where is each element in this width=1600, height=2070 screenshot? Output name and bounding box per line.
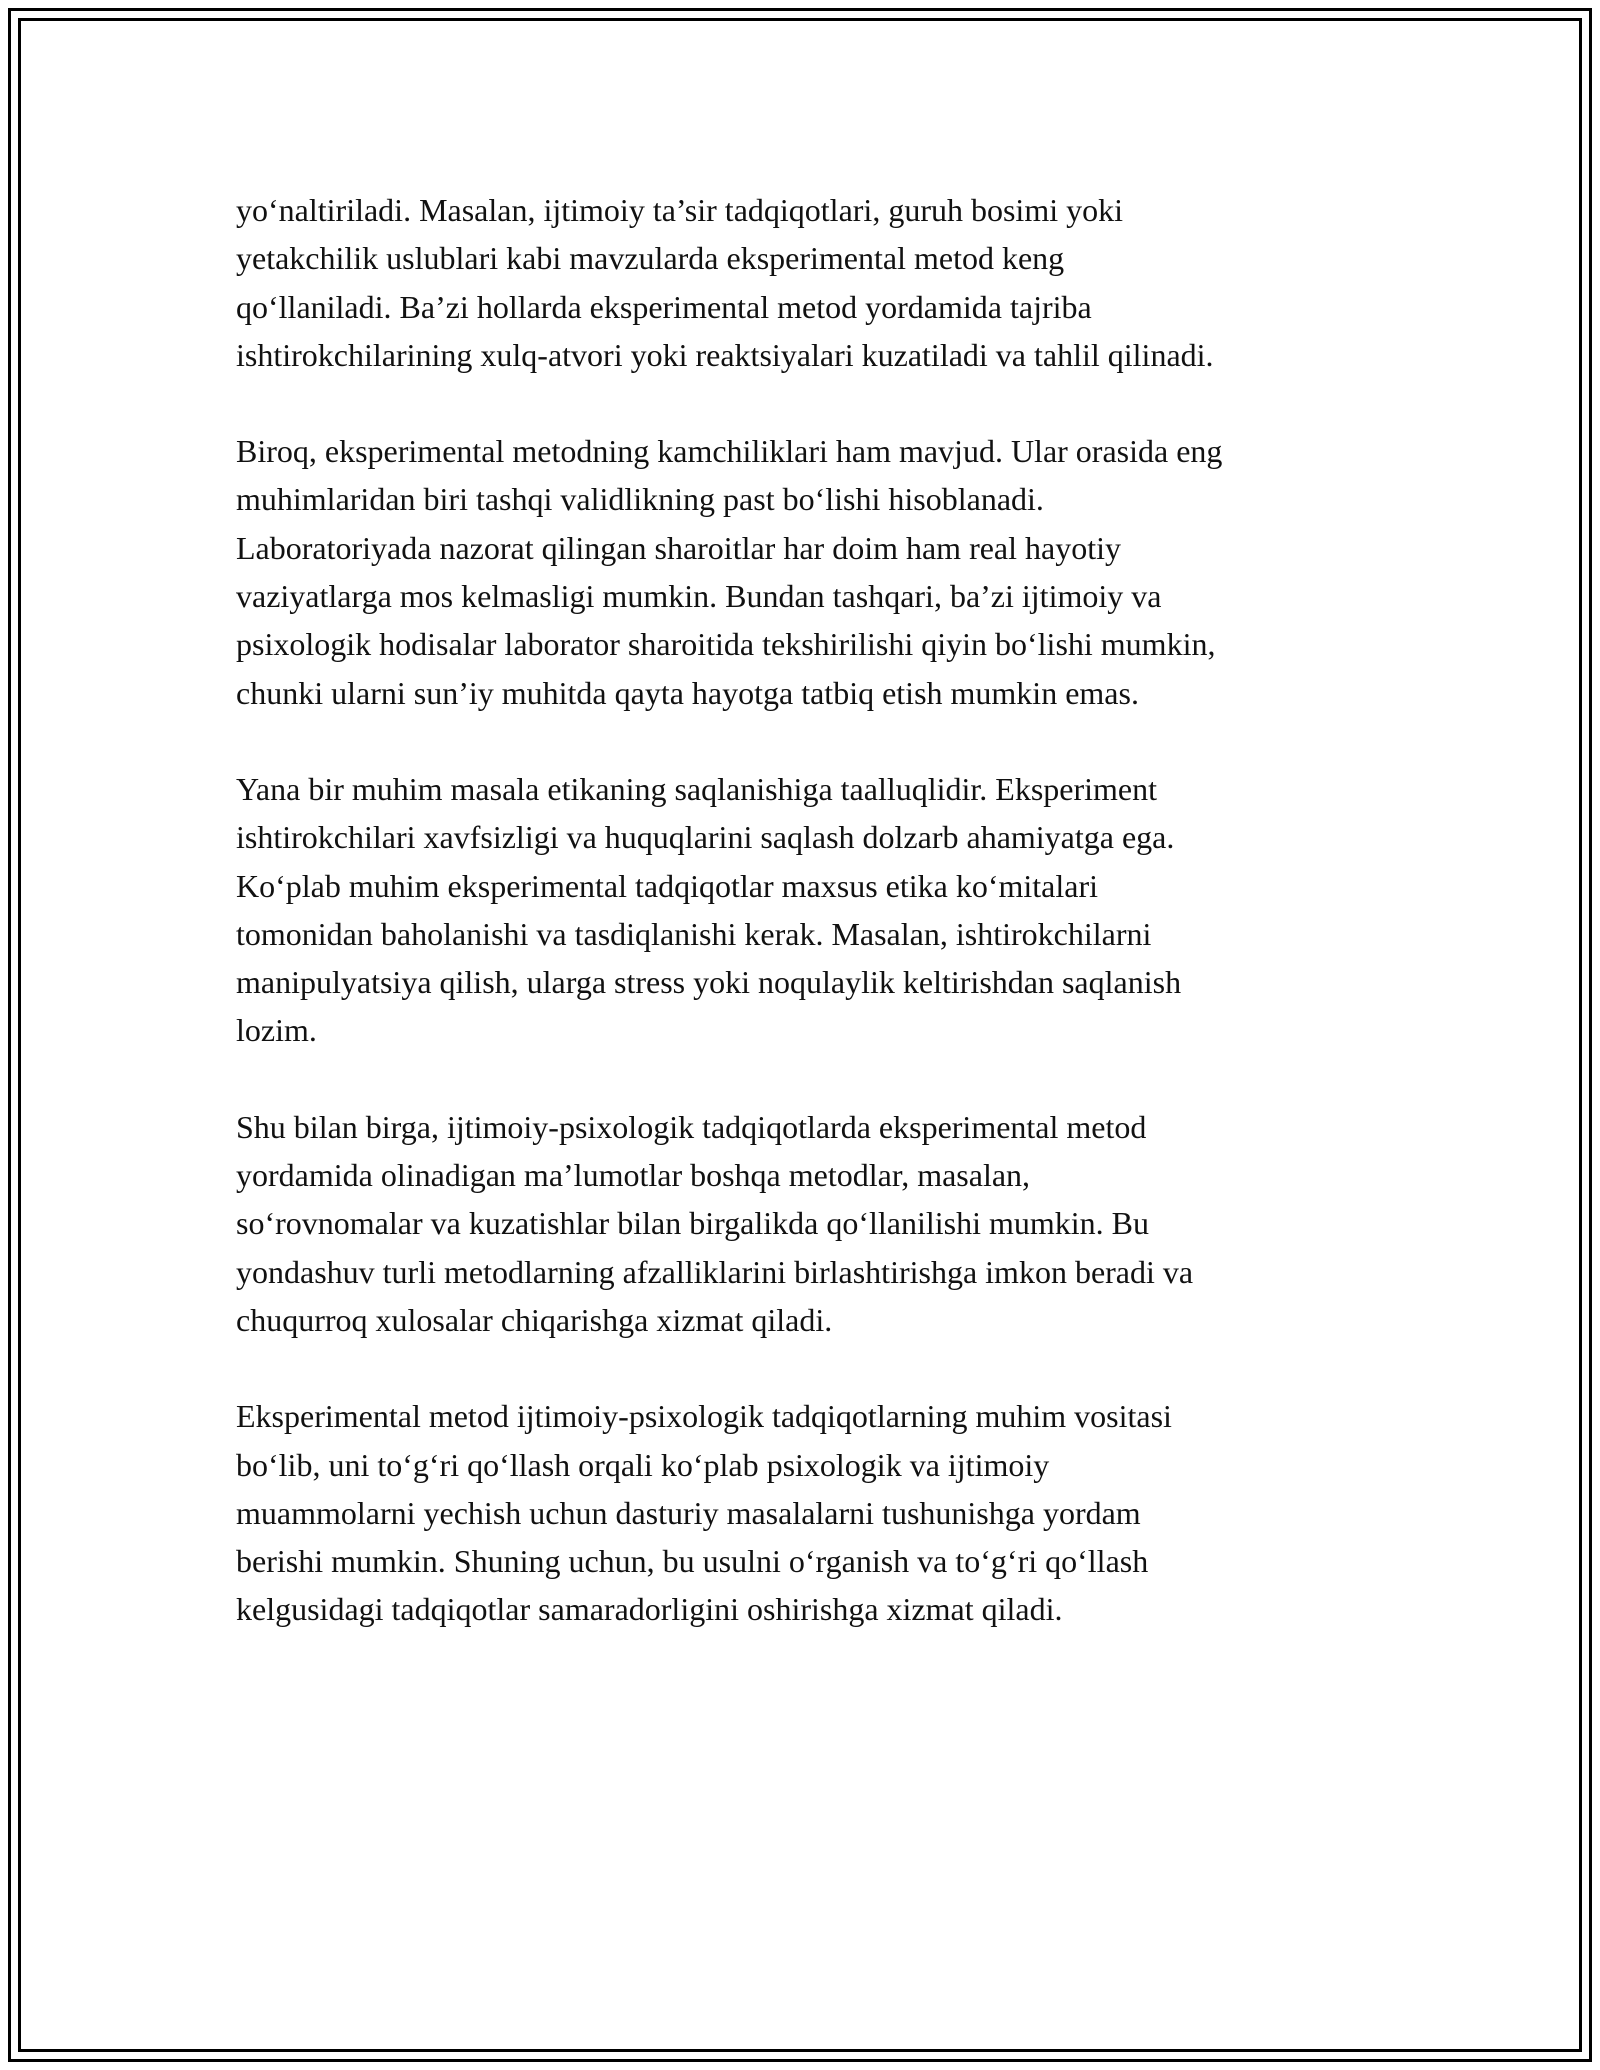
text-line: Biroq, eksperimental metodning kamchiliklari ham mavjud. Ular orasida eng [236,433,1223,470]
text-line: muammolarni yechish uchun dasturiy masalalarni tushunishga yordam [236,1494,1141,1531]
text-line: yordamida olinadigan ma’lumotlar boshqa metodlar, masalan, [236,1157,1031,1194]
document-body [236,186,1376,1682]
text-line: berishi mumkin. Shuning uchun, bu usulni o‘rganish va to‘g‘ri qo‘llash [236,1543,1149,1580]
text-line: so‘rovnomalar va kuzatishlar bilan birgalikda qo‘llanilishi mumkin. Bu [236,1205,1150,1242]
text-line: chunki ularni sun’iy muhitda qayta hayotga tatbiq etish mumkin emas. [236,674,1139,711]
text-line: Laboratoriyada nazorat qilingan sharoitlar har doim ham real hayotiy [236,529,1121,566]
text-line: bo‘lib, uni to‘g‘ri qo‘llash orqali ko‘plab psixologik va ijtimoiy [236,1446,1050,1483]
text-line: tomonidan baholanishi va tasdiqlanishi kerak. Masalan, ishtirokchilarni [236,915,1152,952]
paragraph-1 [236,186,1376,379]
paragraph-4 [236,1103,1376,1344]
text-line: chuqurroq xulosalar chiqarishga xizmat qiladi. [236,1301,833,1338]
text-line: qo‘llaniladi. Ba’zi hollarda eksperimental metod yordamida tajriba [236,288,1092,325]
paragraph-5 [236,1392,1376,1633]
text-line: manipulyatsiya qilish, ularga stress yoki noqulaylik keltirishdan saqlanish [236,964,1182,1001]
paragraph-2 [236,427,1376,717]
text-line: lozim. [236,1012,317,1049]
text-line: ishtirokchilarining xulq-atvori yoki reaktsiyalari kuzatiladi va tahlil qilinadi. [236,336,1214,373]
text-line: muhimlaridan biri tashqi validlikning past bo‘lishi hisoblanadi. [236,481,1044,518]
text-line: kelgusidagi tadqiqotlar samaradorligini oshirishga xizmat qiladi. [236,1591,1063,1628]
text-line: yo‘naltiriladi. Masalan, ijtimoiy ta’sir tadqiqotlari, guruh bosimi yoki [236,192,1123,228]
text-line: vaziyatlarga mos kelmasligi mumkin. Bundan tashqari, ba’zi ijtimoiy va [236,578,1162,615]
text-line: Yana bir muhim masala etikaning saqlanishiga taalluqlidir. Eksperiment [236,770,1158,807]
text-line: ishtirokchilari xavfsizligi va huquqlarini saqlash dolzarb ahamiyatga ega. [236,819,1175,856]
text-line: psixologik hodisalar laborator sharoitida tekshirilishi qiyin bo‘lishi mumkin, [236,626,1216,663]
text-line: Ko‘plab muhim eksperimental tadqiqotlar maxsus etika ko‘mitalari [236,867,1098,904]
paragraph-3 [236,765,1376,1055]
text-line: yetakchilik uslublari kabi mavzularda eksperimental metod keng [236,240,1065,277]
text-line: Shu bilan birga, ijtimoiy-psixologik tadqiqotlarda eksperimental metod [236,1108,1147,1145]
text-line: Eksperimental metod ijtimoiy-psixologik tadqiqotlarning muhim vositasi [236,1398,1172,1435]
text-line: yondashuv turli metodlarning afzalliklarini birlashtirishga imkon beradi va [236,1253,1194,1290]
